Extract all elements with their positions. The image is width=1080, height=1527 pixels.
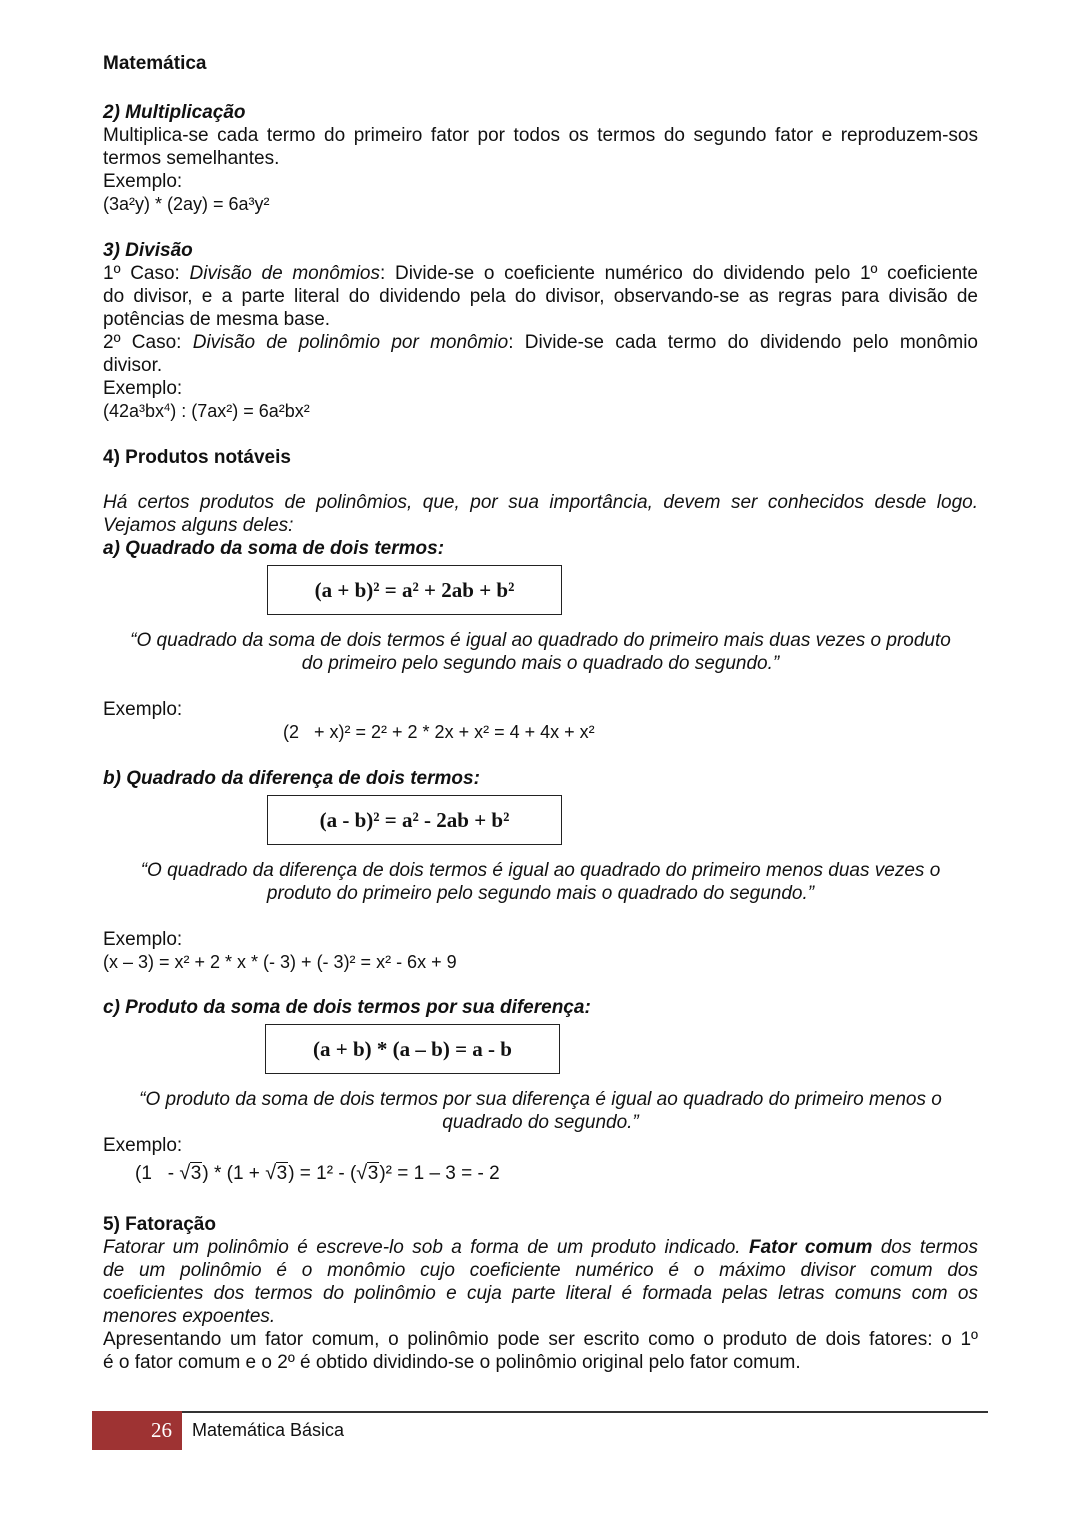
fatoracao-def-rest: dos termos	[872, 1237, 978, 1258]
case1-text: : Divide-se o coeficiente numérico do dividendo pelo 1º coeficiente	[380, 263, 978, 284]
section-title-divisao: 3) Divisão	[103, 240, 193, 261]
fatoracao-line1	[103, 1236, 978, 1259]
quote-b-line2: produto do primeiro pelo segundo mais o quadrado do segundo.”	[266, 883, 815, 904]
fatoracao-line6: é o fator comum e o 2º é obtido dividindo-se o polinômio original pelo fator comum.	[103, 1352, 801, 1373]
subsection-title-b: b) Quadrado da diferença de dois termos:	[103, 768, 480, 789]
radicand: 3	[367, 1163, 379, 1184]
example-c-part1: (1 -	[135, 1163, 180, 1184]
fatoracao-line5: Apresentando um fator comum, o polinômio pode ser escrito como o produto de dois fatores: o 1º	[103, 1329, 978, 1350]
formula-box-c: (a + b) * (a – b) = a - b	[265, 1024, 560, 1074]
produtos-intro-line1: Há certos produtos de polinômios, que, por sua importância, devem ser conhecidos desde logo.	[103, 492, 978, 513]
divisao-case1-line2: do divisor, e a parte literal do dividendo pela do divisor, observando-se as regras para divisão de	[103, 286, 978, 307]
fatoracao-line3: coeficientes dos termos do polinômio e cuja parte literal é formada pelas letras comuns com os	[103, 1283, 978, 1304]
formula-box-a: (a + b)² = a² + 2ab + b²	[267, 565, 562, 615]
quote-a-line1: “O quadrado da soma de dois termos é igual ao quadrado do primeiro mais duas vezes o produto	[130, 630, 951, 651]
example-c-part4: )² = 1 – 3 = - 2	[379, 1163, 500, 1184]
divisao-example	[103, 400, 978, 423]
example-b-label: Exemplo:	[103, 929, 183, 950]
divisao-example-label: Exemplo:	[103, 378, 183, 399]
page-header-subject: Matemática	[103, 53, 207, 74]
quote-a-line2: do primeiro pelo segundo mais o quadrado do segundo.”	[301, 653, 780, 674]
example-exponent: 4	[164, 401, 171, 414]
fatoracao-term: Fator comum	[748, 1237, 873, 1258]
section-title-fatoracao: 5) Fatoração	[103, 1214, 216, 1235]
case2-prefix: 2º Caso:	[103, 332, 193, 353]
example-a: (2 + x)² = 2² + 2 * 2x + x² = 4 + 4x + x²	[283, 722, 595, 742]
example-c	[135, 1161, 500, 1187]
multiplicacao-text-line1: Multiplica-se cada termo do primeiro fator por todos os termos do segundo fator e reproduzem-sos	[103, 125, 978, 146]
example-part1: (42a³bx	[103, 401, 165, 421]
subsection-title-c: c) Produto da soma de dois termos por sua diferença:	[103, 997, 591, 1018]
page-number: 26	[151, 1418, 172, 1442]
footer-divider	[182, 1411, 988, 1413]
multiplicacao-text-line2: termos semelhantes.	[103, 148, 280, 169]
example-part2: ) : (7ax²) = 6a²bx²	[170, 401, 310, 421]
example-b: (x – 3) = x² + 2 * x * (- 3) + (- 3)² = x² - 6x + 9	[103, 952, 457, 972]
quote-c-line2: quadrado do segundo.”	[442, 1112, 639, 1133]
quote-b-line1: “O quadrado da diferença de dois termos é igual ao quadrado do primeiro menos duas vezes o	[140, 860, 941, 881]
fatoracao-line4: menores expoentes.	[103, 1306, 276, 1327]
quote-c-line1: “O produto da soma de dois termos por sua diferença é igual ao quadrado do primeiro menos o	[139, 1089, 942, 1110]
section-title-multiplicacao: 2) Multiplicação	[103, 102, 246, 123]
footer-book-title: Matemática Básica	[192, 1420, 345, 1440]
fatoracao-line2: de um polinômio é o monômio cujo coeficiente numérico é o máximo divisor comum dos	[103, 1260, 978, 1281]
divisao-case1-line1	[103, 262, 978, 285]
case2-title: Divisão de polinômio por monômio	[192, 332, 509, 353]
page-number-badge	[92, 1411, 182, 1450]
divisao-case1-line3: potências de mesma base.	[103, 309, 331, 330]
example-c-part3: ) = 1² - (	[288, 1163, 357, 1184]
produtos-intro-line2: Vejamos alguns deles:	[103, 515, 294, 536]
radicand: 3	[190, 1163, 202, 1184]
subsection-title-a: a) Quadrado da soma de dois termos:	[103, 538, 445, 559]
section-title-produtos-notaveis: 4) Produtos notáveis	[103, 447, 291, 468]
square-root-icon	[265, 1161, 288, 1187]
case2-text: : Divide-se cada termo do dividendo pelo monômio	[508, 332, 978, 353]
divisao-case2-line1	[103, 331, 978, 354]
multiplicacao-example-label: Exemplo:	[103, 171, 183, 192]
case1-title: Divisão de monômios	[189, 263, 380, 284]
square-root-icon	[179, 1161, 202, 1187]
square-root-icon	[356, 1161, 379, 1187]
divisao-case2-line2: divisor.	[103, 355, 163, 376]
case1-prefix: 1º Caso:	[103, 263, 190, 284]
example-c-part2: ) * (1 +	[202, 1163, 266, 1184]
fatoracao-def: Fatorar um polinômio é escreve-lo sob a forma de um produto indicado.	[103, 1237, 749, 1258]
formula-box-b: (a - b)² = a² - 2ab + b²	[267, 795, 562, 845]
example-c-label: Exemplo:	[103, 1135, 183, 1156]
radicand: 3	[276, 1163, 288, 1184]
multiplicacao-example: (3a²y) * (2ay) = 6a³y²	[103, 194, 270, 214]
example-a-label: Exemplo:	[103, 699, 183, 720]
